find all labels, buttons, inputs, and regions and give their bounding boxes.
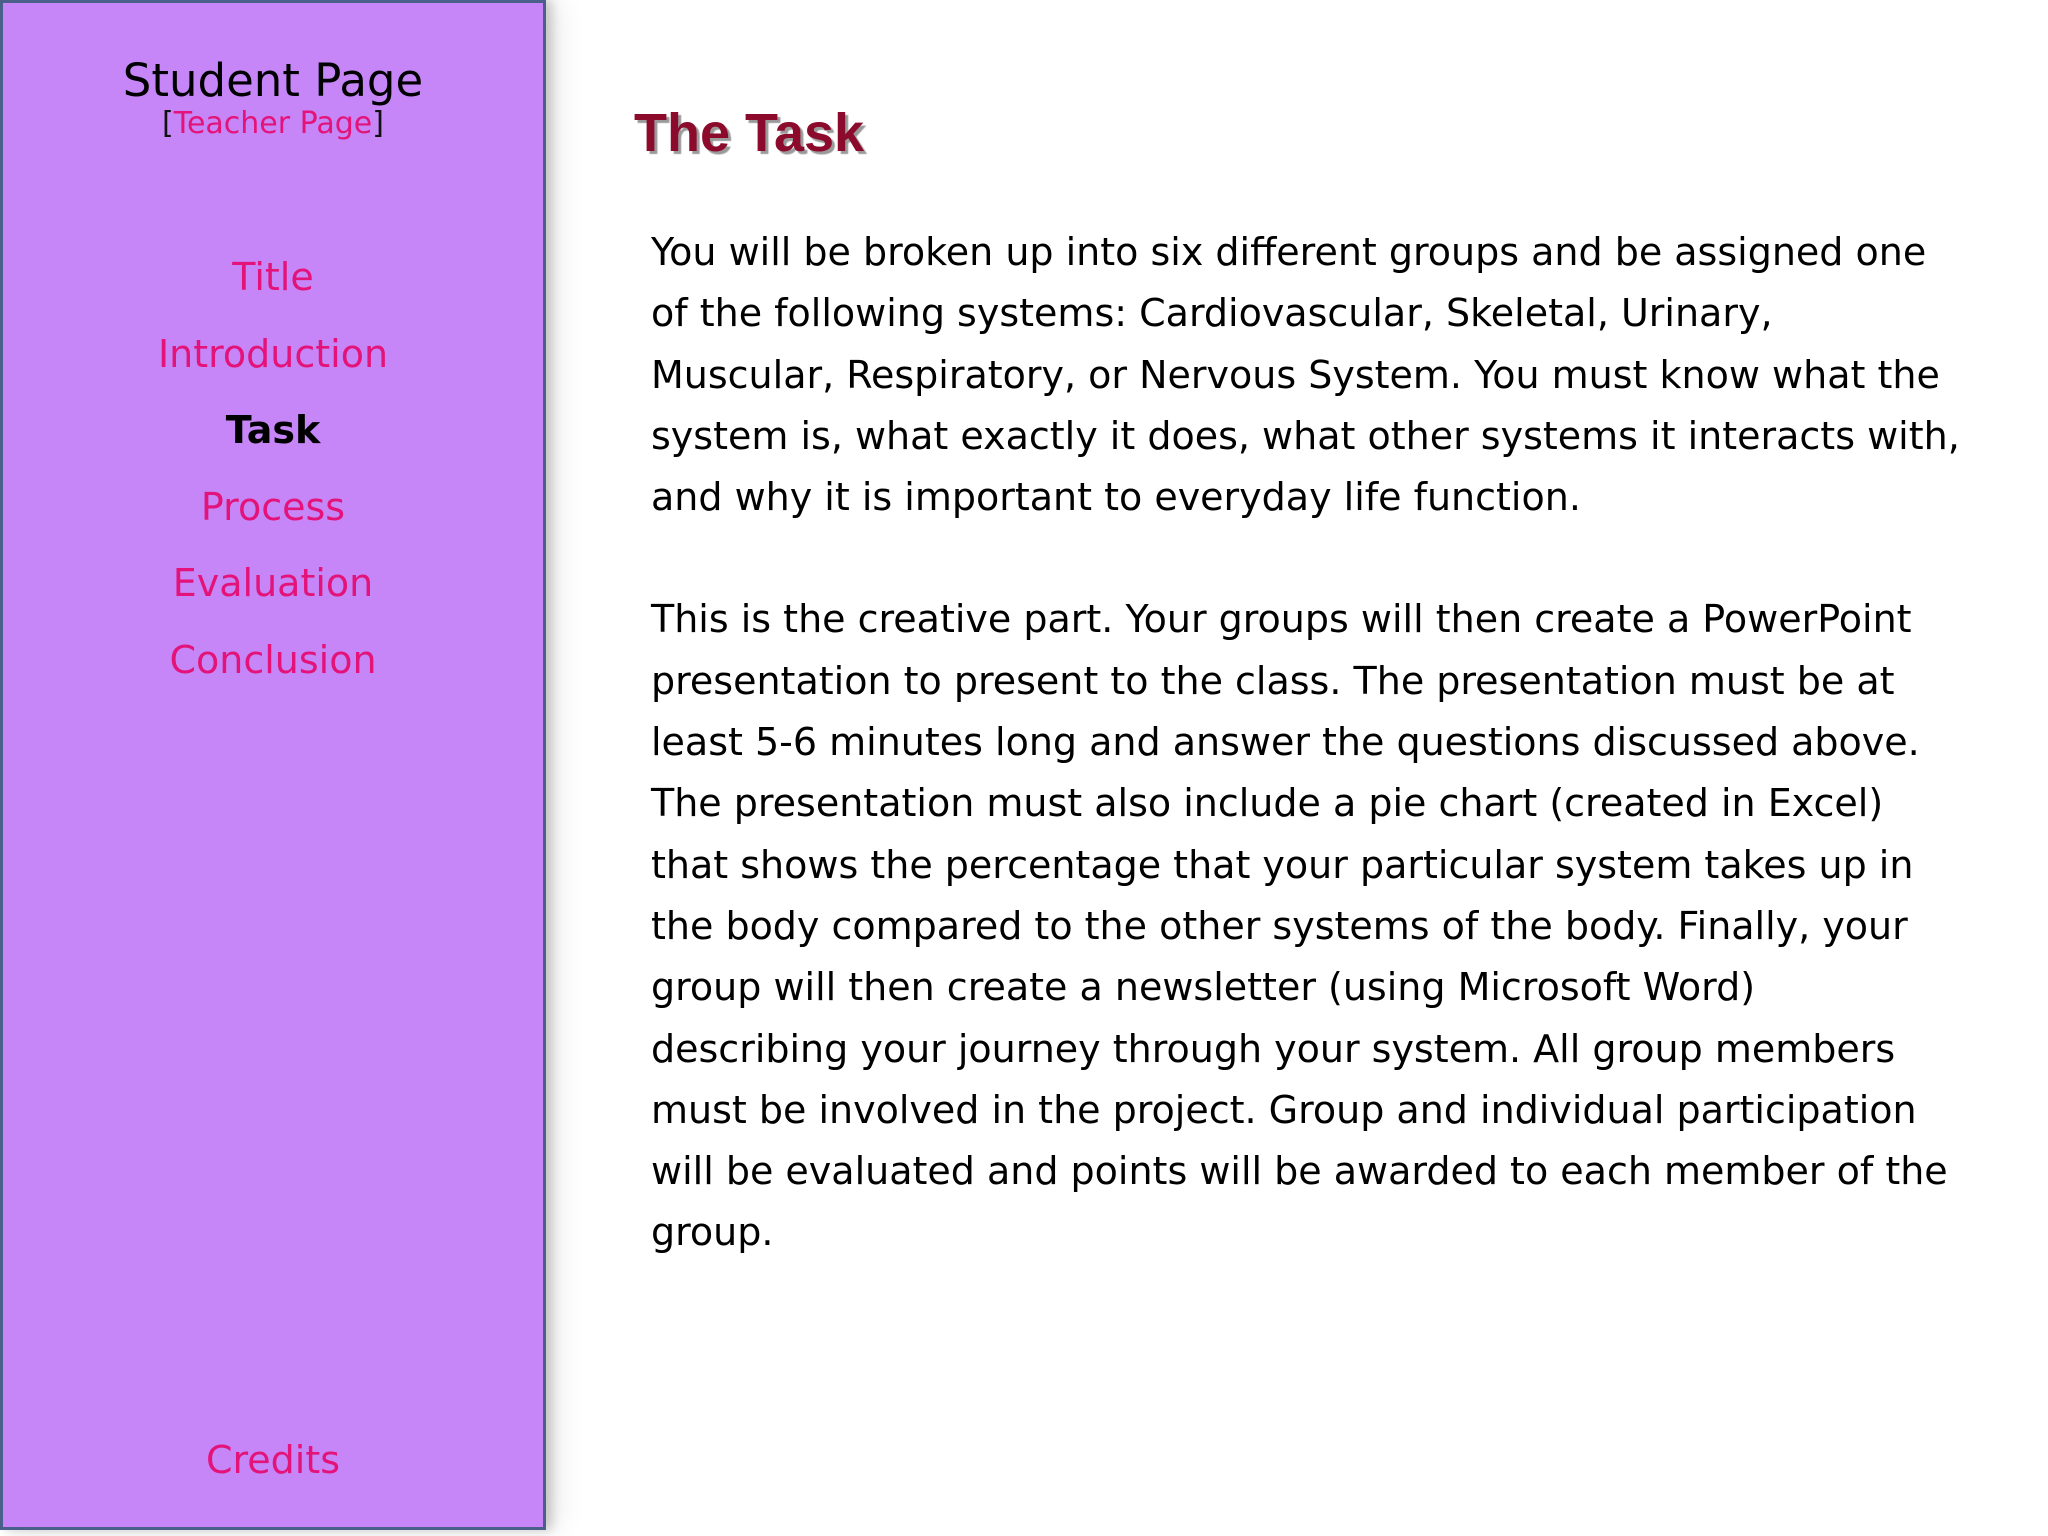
nav-item-introduction[interactable]: Introduction xyxy=(157,331,389,376)
teacher-page-link-wrapper xyxy=(3,107,543,141)
teacher-page-link[interactable]: Teacher Page xyxy=(173,106,373,141)
task-paragraph-creative: This is the creative part. Your groups will then create a PowerPoint presentation to present to the class. The presentation must be at least 5-6 minutes long and answer the questions discussed above. The presentation must also include a pie chart (created in Excel) that shows the percentage that your particular system takes up in the body compared to the other systems of the body. Finally, your group will then create a newsletter (using Microsoft Word) describing your journey through your system. All group members must be involved in the project. Group and individual participation will be evaluated and points will be awarded to each member of the group. xyxy=(651,597,1948,1255)
nav-item-credits[interactable]: Credits xyxy=(205,1438,341,1482)
task-paragraph-assignment: You will be broken up into six different groups and be assigned one of the following systems: Cardiovascular, Skeletal, Urinary, Muscular, Respiratory, or Nervous System. You must know what the system is, what exactly it does, what other systems it interacts with, and why it is important to everyday life function. xyxy=(651,230,1960,520)
close-bracket: ] xyxy=(372,106,384,141)
nav-item-evaluation[interactable]: Evaluation xyxy=(172,561,374,605)
sidebar xyxy=(0,0,546,1530)
task-content xyxy=(651,222,1961,1325)
nav-item-process[interactable]: Process xyxy=(200,484,346,529)
sidebar-nav xyxy=(3,239,543,698)
sidebar-header xyxy=(3,53,543,141)
page-heading: The Task xyxy=(634,103,865,163)
student-page-title: Student Page xyxy=(122,54,424,107)
nav-item-conclusion[interactable]: Conclusion xyxy=(169,637,377,682)
open-bracket: [ xyxy=(162,106,174,141)
nav-item-task-current: Task xyxy=(225,408,321,452)
nav-item-title[interactable]: Title xyxy=(232,255,314,299)
